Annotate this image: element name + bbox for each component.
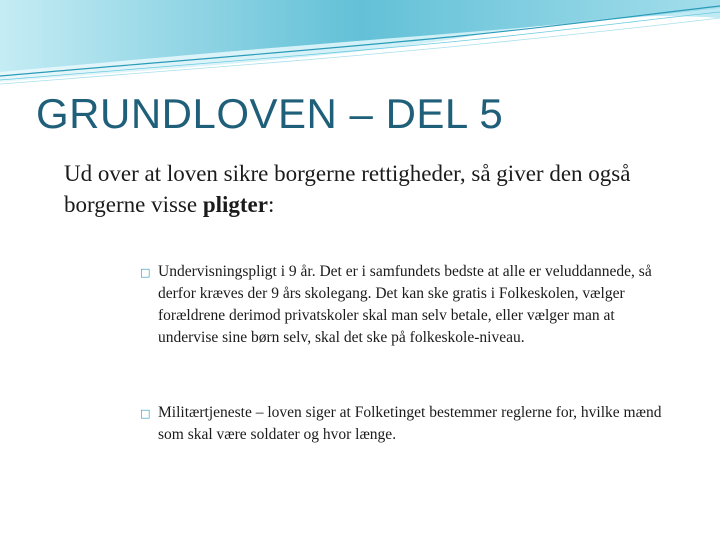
main-bullet — [44, 158, 684, 220]
sub-bullet-militaertjeneste — [140, 402, 678, 446]
main-bullet-text-after: : — [267, 192, 275, 217]
sub-bullet-text: Militærtjeneste – loven siger at Folketinget bestemmer reglerne for, hvilke mænd som skal være soldater og hvor længe. — [158, 404, 662, 443]
main-bullet-text — [44, 158, 684, 220]
main-bullet-text-bold: pligter — [202, 192, 268, 217]
main-bullet-text-before: Ud over at loven sikre borgerne rettigheder, så giver den også borgerne visse — [64, 161, 631, 217]
sub-bullet-undervisningspligt — [140, 261, 678, 349]
slide-title: GRUNDLOVEN – DEL 5 — [36, 90, 504, 137]
sub-bullet-icon: □ — [140, 407, 151, 420]
sub-bullet-text: Undervisningspligt i 9 år. Det er i samfundets bedste at alle er veluddannede, så derfor kræves der 9 års skolegang. Det kan ske gratis i Folkeskolen, vælger forældrene derimod privatskoler skal man selv betale, eller vælger man at undervise sine børn selv, skal det ske på folkeskole-niveau. — [158, 263, 652, 346]
wave-shape-front — [0, 0, 720, 72]
header-wave-decoration — [0, 0, 720, 90]
sub-bullet-icon: □ — [140, 266, 151, 279]
